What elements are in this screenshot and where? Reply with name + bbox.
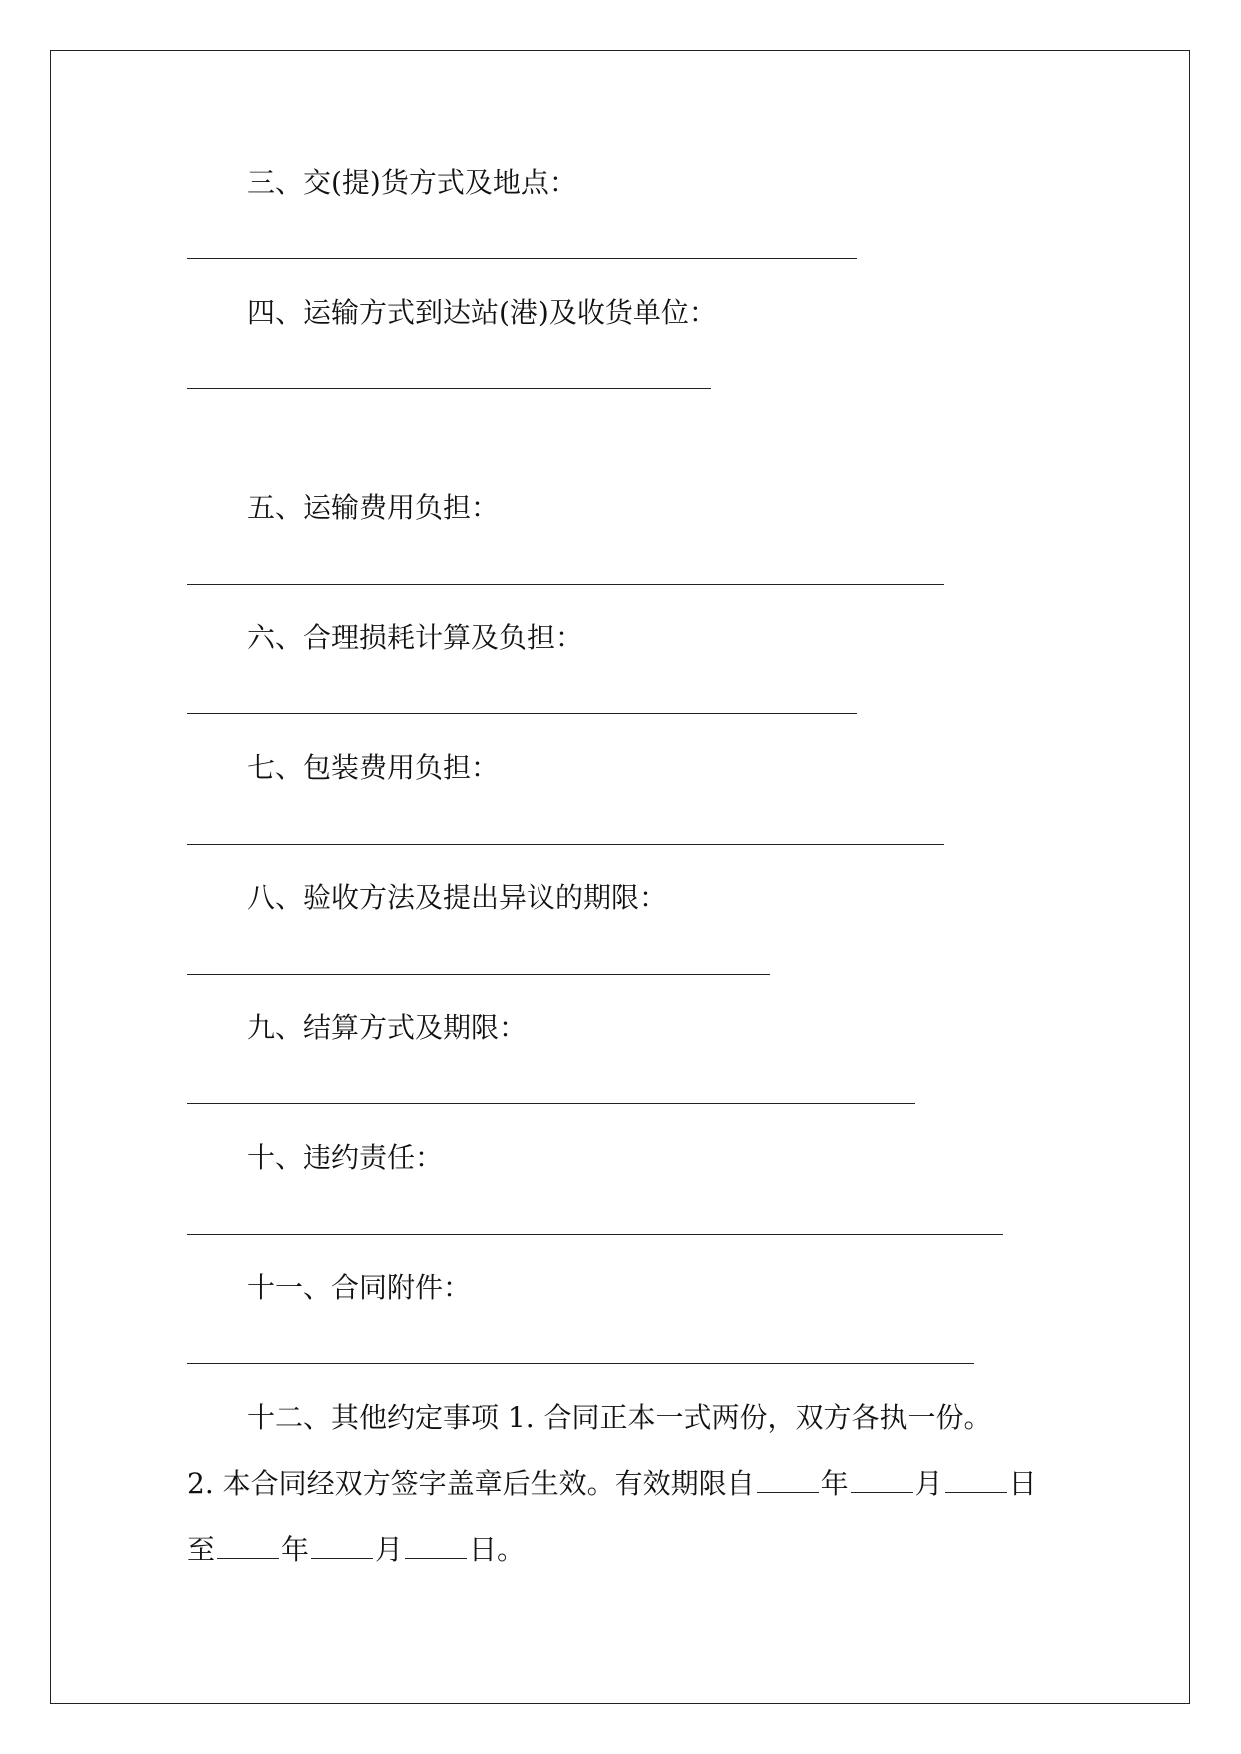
closing-line-3-text: 至 xyxy=(187,1533,216,1566)
fill-blank-line xyxy=(187,713,857,714)
closing-line-1: 十二、其他约定事项 1. 合同正本一式两份，双方各执一份。 xyxy=(247,1401,992,1434)
end-year-label: 年 xyxy=(281,1533,310,1566)
fill-blank-line xyxy=(187,388,711,389)
section-heading-10: 十、违约责任： xyxy=(247,1141,444,1174)
month-blank xyxy=(851,1470,913,1493)
end-month-label: 月 xyxy=(375,1533,404,1566)
fill-blank-line xyxy=(187,258,857,259)
closing-line-3 xyxy=(187,1532,525,1568)
closing-line-2 xyxy=(187,1466,1037,1502)
fill-blank-line xyxy=(187,974,770,975)
section-heading-5: 五、运输费用负担： xyxy=(247,491,500,524)
fill-blank-line xyxy=(187,844,944,845)
closing-line-2-text: 2. 本合同经双方签字盖章后生效。有效期限自 xyxy=(187,1467,755,1500)
fill-blank-line xyxy=(187,1103,915,1104)
section-heading-8: 八、验收方法及提出异议的期限： xyxy=(247,881,668,914)
end-day-label: 日。 xyxy=(469,1533,526,1566)
end-day-blank xyxy=(405,1536,467,1559)
year-label: 年 xyxy=(820,1467,849,1500)
year-blank xyxy=(757,1470,819,1493)
month-label: 月 xyxy=(914,1467,943,1500)
section-heading-6: 六、合理损耗计算及负担： xyxy=(247,621,584,654)
day-label: 日 xyxy=(1008,1467,1037,1500)
fill-blank-line xyxy=(187,584,944,585)
fill-blank-line xyxy=(187,1234,1003,1235)
section-heading-11: 十一、合同附件： xyxy=(247,1271,472,1304)
section-heading-3: 三、交(提)货方式及地点： xyxy=(247,166,577,199)
end-year-blank xyxy=(217,1536,279,1559)
section-heading-9: 九、结算方式及期限： xyxy=(247,1011,528,1044)
section-heading-4: 四、运输方式到达站(港)及收货单位： xyxy=(247,296,717,329)
section-heading-7: 七、包装费用负担： xyxy=(247,751,500,784)
day-blank xyxy=(945,1470,1007,1493)
fill-blank-line xyxy=(187,1363,974,1364)
end-month-blank xyxy=(311,1536,373,1559)
